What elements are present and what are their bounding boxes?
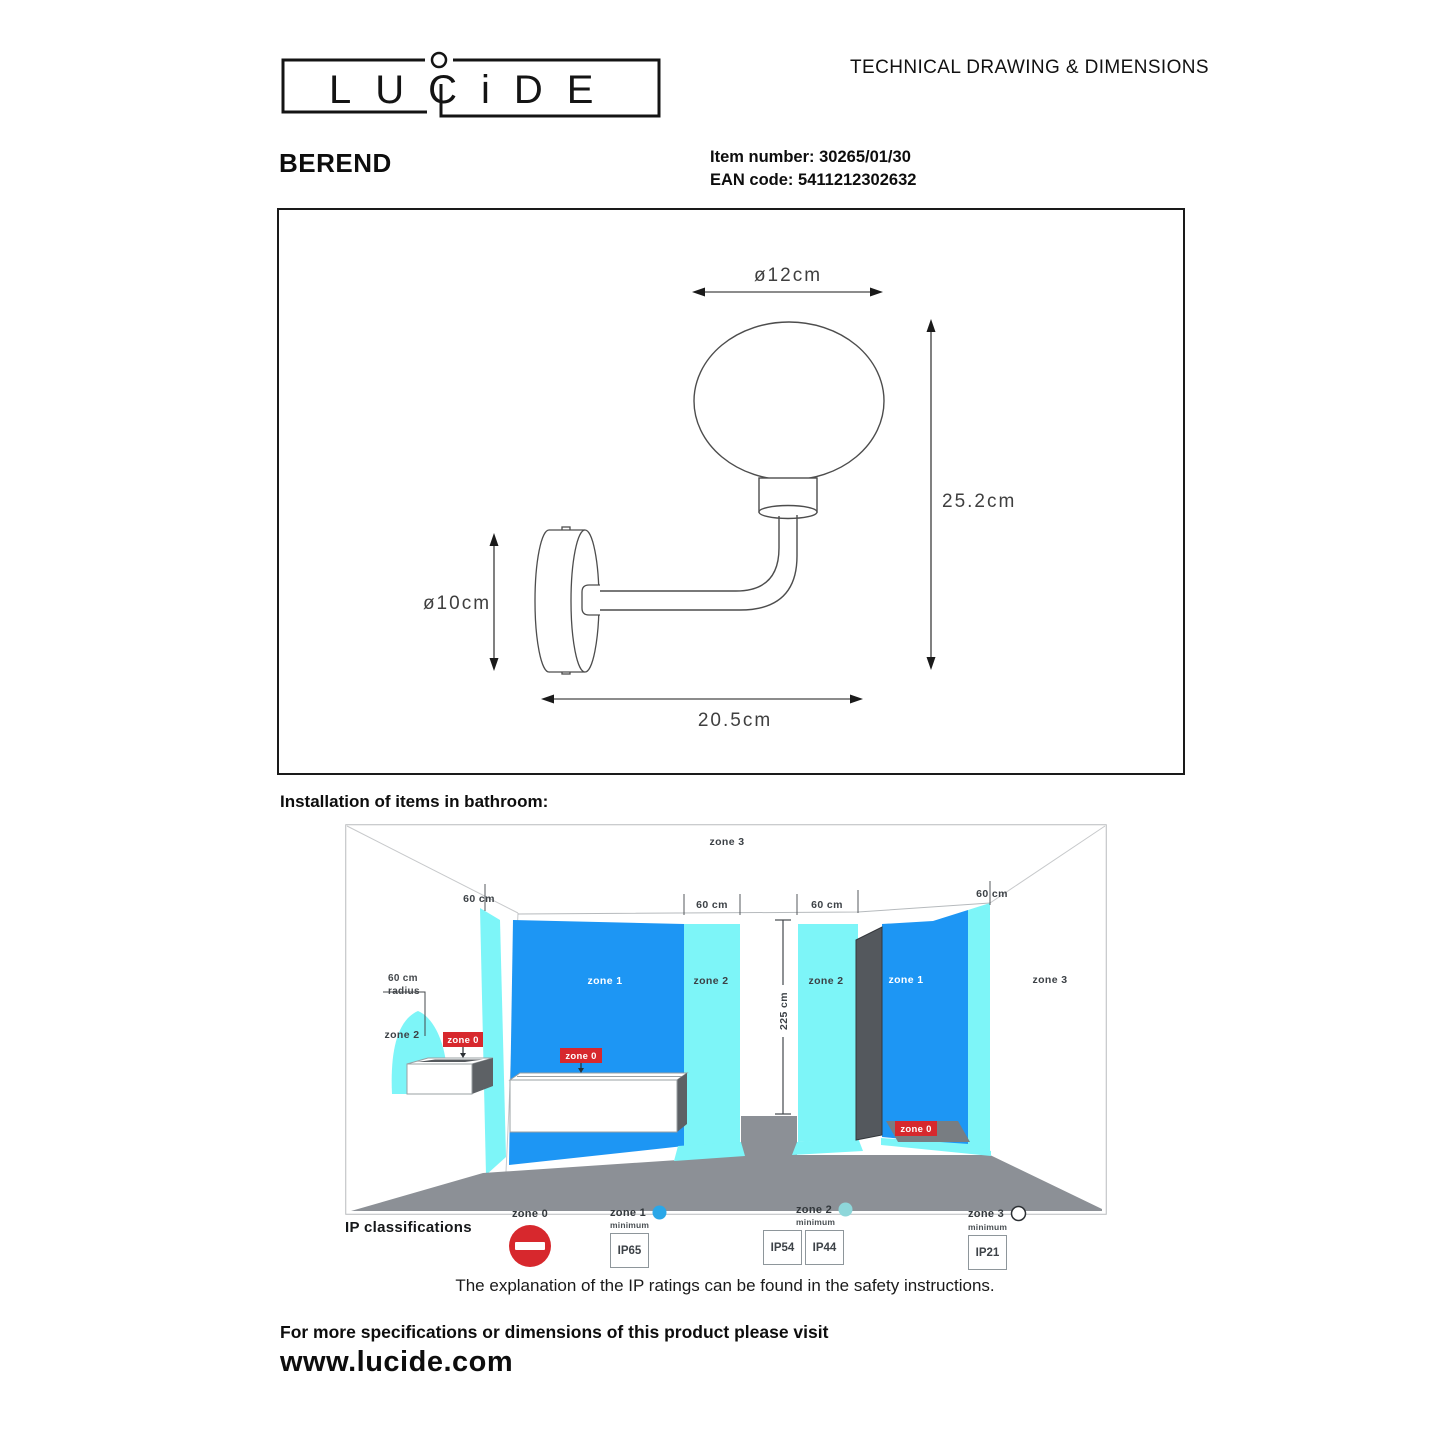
bathroom-zones-diagram — [345, 824, 1107, 1215]
arrowhead-up-icon — [490, 533, 499, 546]
dim-60cm-back-right: 60 cm — [811, 899, 843, 911]
ean-label: EAN code: — [710, 171, 794, 189]
radius-label-line2: radius — [388, 986, 420, 997]
zone3-right-wall-label: zone 3 — [1032, 974, 1068, 986]
no-entry-icon — [508, 1224, 552, 1268]
dim-60cm-left-wall: 60 cm — [463, 893, 495, 905]
arrowhead-right-icon — [870, 288, 883, 297]
bathtub — [510, 1073, 687, 1132]
ip-rating-box: IP65 — [610, 1233, 649, 1268]
legend-zone0 — [497, 1208, 563, 1273]
svg-text:zone 0: zone 0 — [447, 1035, 479, 1046]
zone3-circle-icon — [1010, 1205, 1027, 1222]
dim-60cm-back-left: 60 cm — [696, 899, 728, 911]
ean-row — [710, 169, 916, 192]
product-name: BEREND — [279, 148, 392, 178]
ean-value: 5411212302632 — [798, 171, 917, 189]
legend-zone3-label: zone 3 — [968, 1207, 1005, 1220]
logo-ring-icon — [432, 53, 446, 67]
dim-depth-label: 20.5cm — [697, 710, 773, 731]
technical-drawing-frame — [277, 208, 1185, 775]
zone2-right-wall-strip — [968, 903, 990, 1155]
logo-text: LUCiDE — [329, 68, 618, 112]
bathroom-heading: Installation of items in bathroom: — [280, 792, 549, 811]
socket-lip — [759, 506, 817, 519]
lamp-technical-drawing — [279, 210, 1183, 773]
dim-total-height-label: 25.2cm — [942, 491, 1017, 512]
zone1-dot-icon — [652, 1205, 667, 1220]
washbasin — [407, 1058, 493, 1094]
ip-rating-box: IP21 — [968, 1235, 1007, 1270]
legend-zone1-label: zone 1 — [610, 1206, 647, 1219]
zone2-right-panel — [798, 924, 858, 1142]
item-number-row — [710, 146, 916, 169]
ip-ratings-note: The explanation of the IP ratings can be found in the safety instructions. — [455, 1276, 995, 1295]
zone1-right-label: zone 1 — [888, 974, 924, 986]
svg-text:zone 0: zone 0 — [565, 1051, 597, 1062]
zone1-right-wall-panel — [933, 910, 968, 1150]
zone2-basin-label: zone 2 — [384, 1029, 420, 1041]
website-link[interactable]: www.lucide.com — [280, 1346, 514, 1378]
lucide-logo — [277, 50, 665, 128]
arm-inner-edge — [600, 516, 779, 591]
arrowhead-right-icon — [850, 695, 863, 704]
zone0-badge-shower — [895, 1121, 937, 1136]
lamp-arm — [600, 515, 797, 610]
ip-rating-box: IP54 — [763, 1230, 802, 1265]
legend-zone0-label: zone 0 — [511, 1208, 549, 1220]
dim-globe-diameter-label: ø12cm — [753, 265, 823, 286]
legend-zone2-label: zone 2 — [796, 1203, 833, 1216]
radius-label-line1: 60 cm — [388, 973, 418, 984]
lamp-globe — [694, 322, 884, 480]
arrowhead-down-icon — [490, 658, 499, 671]
legend-zone3 — [968, 1205, 1027, 1270]
zone2-back-left-label: zone 2 — [693, 975, 729, 987]
arrowhead-down-icon — [927, 657, 936, 670]
zone2-dot-icon — [838, 1202, 853, 1217]
lamp-wall-plate — [535, 527, 600, 674]
dim-globe-diameter — [692, 288, 883, 297]
legend-zone3-minimum: minimum — [968, 1222, 1008, 1232]
zone1-right-panel — [882, 921, 933, 1142]
legend-zone2-minimum: minimum — [796, 1217, 836, 1227]
product-codes — [710, 146, 916, 192]
ip-rating-box: IP44 — [805, 1230, 844, 1265]
arrowhead-up-icon — [927, 319, 936, 332]
dim-225cm-label: 225 cm — [778, 991, 790, 1031]
zone1-left-label: zone 1 — [587, 975, 623, 987]
footer-text: For more specifications or dimensions of this product please visit — [280, 1322, 829, 1342]
arm-outer-edge — [600, 515, 797, 610]
zone2-left-panel — [684, 924, 740, 1146]
item-number-label: Item number: — [710, 148, 815, 166]
zone3-ceiling-label: zone 3 — [709, 836, 745, 848]
legend-zone2 — [763, 1202, 853, 1265]
item-number-value: 30265/01/30 — [819, 148, 911, 166]
arrowhead-left-icon — [541, 695, 554, 704]
legend-zone1 — [610, 1205, 667, 1268]
zone2-back-right-label: zone 2 — [808, 975, 844, 987]
shower-glass-panel — [856, 927, 882, 1140]
legend-zone1-minimum: minimum — [610, 1220, 650, 1230]
plate-hub — [582, 585, 600, 615]
svg-text:zone 0: zone 0 — [900, 1124, 932, 1135]
dim-60cm-right-wall: 60 cm — [976, 888, 1008, 900]
arrowhead-left-icon — [692, 288, 705, 297]
dim-depth — [541, 695, 863, 704]
dim-base-diameter-label: ø10cm — [422, 593, 492, 614]
legend-title: IP classifications — [345, 1219, 472, 1236]
dim-total-height — [927, 319, 936, 670]
doc-title: TECHNICAL DRAWING & DIMENSIONS — [850, 57, 1209, 78]
lamp-socket — [759, 478, 817, 519]
